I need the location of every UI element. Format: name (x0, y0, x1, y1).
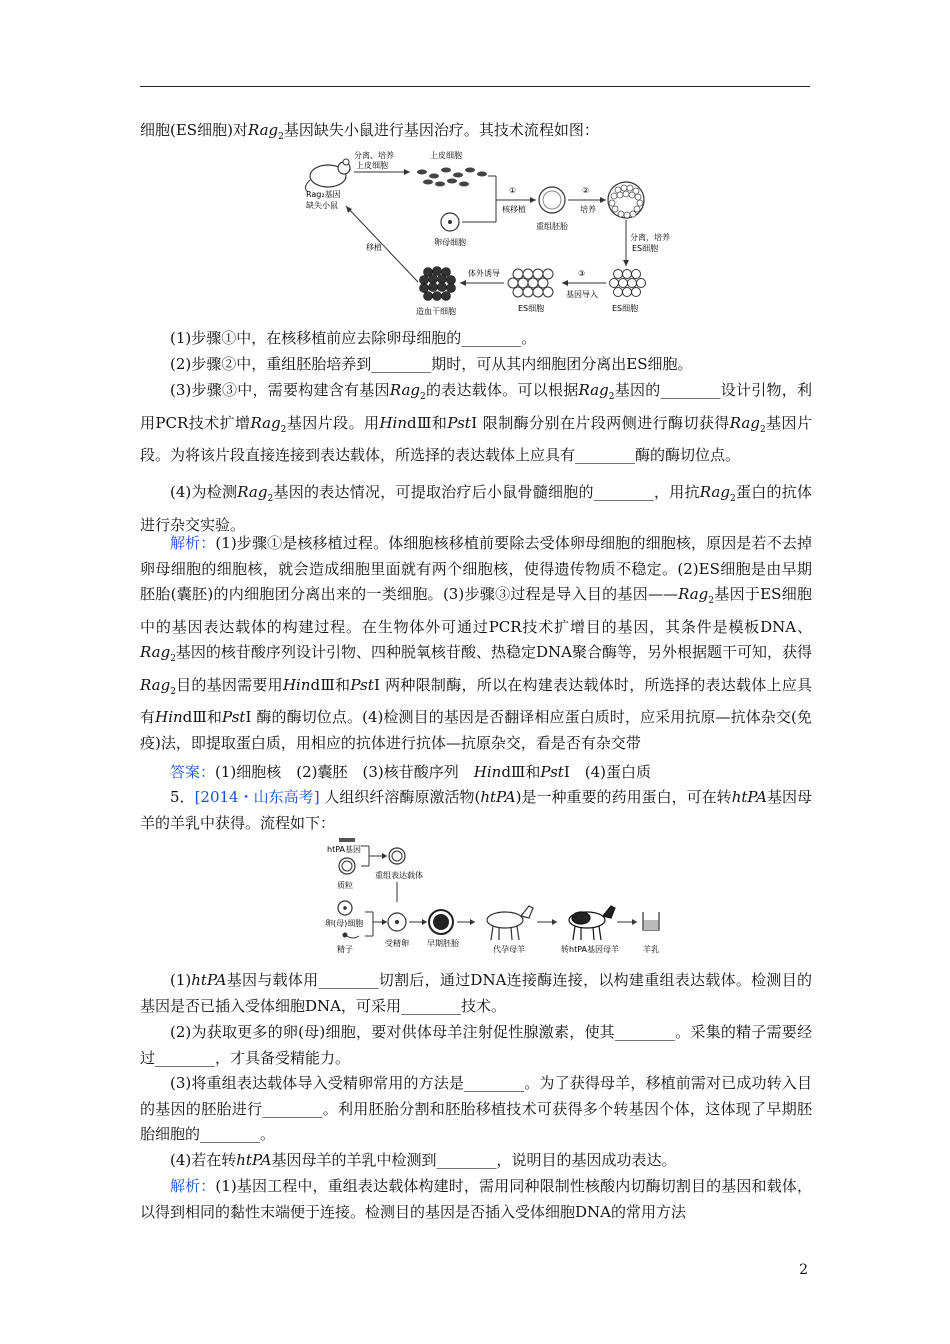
question-5: 5．[2014・山东高考] 人组织纤溶酶原激活物(htPA)是一种重要的药用蛋白，可在转htPA基因母羊的羊乳中获得。流程如下： (140, 788, 812, 832)
page-number: 2 (799, 1262, 808, 1278)
hsc-label: 造血干细胞 (416, 307, 456, 316)
early-embryo-icon (429, 910, 453, 934)
answer-1: 答案：(1)细胞核 (2)囊胚 (3)核苷酸序列 HindⅢ和PstⅠ (4)蛋白质 (170, 763, 651, 781)
question-1: (1)步骤①中，在核移植前应去除卵母细胞的________。 (170, 329, 537, 347)
recombinant-vector-icon (389, 848, 405, 864)
es-label-right: ES细胞 (612, 304, 639, 313)
sep2-label-1: 分离，培养 (630, 233, 670, 242)
answer-label: 答案： (170, 763, 216, 781)
step2-num: ② (582, 186, 590, 195)
analysis-2-label: 解析： (170, 1177, 216, 1195)
gene-fragment-icon (339, 838, 355, 842)
sep-label-2: 上皮细胞 (356, 161, 388, 170)
question-5-source: [2014・山东高考] (194, 788, 320, 806)
es-label-mid: ES细胞 (518, 304, 545, 313)
reconstructed-embryo-icon (539, 187, 565, 213)
question-4: (4)为检测Rag$_2$基因的表达情况，可提取治疗后小鼠骨髓细胞的________，用抗Rag$_2$蛋白的抗体进行杂交实验。 (140, 483, 812, 534)
mouse-label-2: 缺失小鼠 (306, 201, 338, 210)
plasmid-label: 质粒 (337, 881, 353, 890)
epi-label: 上皮细胞 (430, 151, 462, 160)
question-5-2: (2)为获取更多的卵(母)细胞，要对供体母羊注射促性腺激素，使其________。采集的精子需要经过________，才具备受精能力。 (140, 1023, 812, 1067)
step3-num: ③ (578, 269, 586, 278)
question-5-1: (1)htPA基因与载体用________切割后，通过DNA连接酶连接，以构建重组表达载体。检测目的基因是否已插入受体细胞DNA，可采用________技术。 (140, 971, 812, 1015)
egg-label: 卵母细胞 (434, 238, 466, 247)
step2-label: 培养 (580, 205, 596, 214)
sep2-label-2: ES细胞 (632, 244, 659, 253)
mouse-icon (305, 159, 350, 192)
figure-1-flowchart (300, 148, 700, 320)
sperm-icon (343, 933, 360, 939)
induce-label: 体外诱导 (468, 269, 500, 278)
question-3: (3)步骤③中，需要构建含有基因Rag$_2$的表达载体。可以根据Rag$_2$基因的________设计引物，利用PCR技术扩增Rag$_2$基因片段。用HindⅢ和PstⅠ 限制酶分别在片段两侧进行酶切获得Rag$_2$基因片段。为将该片段直接连接到表达载体，所选择的表达载体上应具有________酶的酶切位点。 (140, 381, 812, 464)
es-cells-right-icon (610, 270, 646, 297)
plasmid-icon (339, 858, 355, 874)
question-5-3: (3)将重组表达载体导入受精卵常用的方法是________。为了获得母羊，移植前需对已成功转入目的基因的胚胎进行________。利用胚胎分割和胚胎移植技术可获得多个转基因个体，这体现了早期胚胎细胞的________。 (140, 1074, 812, 1143)
surrogate-label: 代孕母羊 (493, 945, 525, 954)
sep-label-1: 分离、培养 (354, 151, 394, 160)
transgenic-label: 转htPA基因母羊 (561, 945, 619, 954)
epithelial-cells-icon (417, 168, 487, 187)
egg-cell-icon (441, 213, 459, 231)
analysis-label: 解析： (170, 534, 216, 552)
analysis-1: 解析：(1)步骤①是核移植过程。体细胞核移植前要除去受体卵母细胞的细胞核，原因是若不去掉卵母细胞的细胞核，就会造成细胞里面就有两个细胞核，使得遗传物质不稳定。(2)ES细胞是由早期胚胎(囊胚)的内细胞团分离出来的一类细胞。(3)步骤③过程是导入目的基因——Rag$_2$基因于ES细胞中的基因表达载体的构建过程。在生物体外可通过PCR技术扩增目的基因，其条件是模板DNA、Rag$_2$基因的核苷酸序列设计引物、四种脱氧核苷酸、热稳定DNA聚合酶等，另外根据题干可知，获得Rag$_2$目的基因需要用HindⅢ和PstⅠ 两种限制酶，所以在构建表达载体时，所选择的表达载体上应具有HindⅢ和PstⅠ 酶的酶切位点。(4)检测目的基因是否翻译相应蛋白质时，应采用抗原—抗体杂交(免疫)法，即提取蛋白质，用相应的抗体进行抗体—抗原杂交，看是否有杂交带 (140, 534, 812, 752)
egg-icon (338, 901, 352, 915)
step1-label: 核移植 (502, 205, 526, 214)
intro-line: 细胞(ES细胞)对Rag$_2$基因缺失小鼠进行基因治疗。其技术流程如图： (140, 121, 599, 142)
embryo-label: 重组胚胎 (536, 222, 568, 231)
question-2: (2)步骤②中，重组胚胎培养到________期时，可从其内细胞团分离出ES细胞。 (170, 355, 693, 373)
vector-label: 重组表达载体 (375, 871, 423, 880)
fertilized-label: 受精卵 (385, 939, 409, 948)
gene-label: htPA基因 (327, 845, 361, 854)
fertilized-egg-icon (388, 913, 406, 931)
blastocyst-icon (608, 182, 644, 218)
transplant-label: 移植 (366, 243, 382, 252)
analysis-2: 解析：(1)基因工程中，重组表达载体构建时，需用同种限制性核酸内切酶切割目的基因和载体，以得到相同的黏性末端便于连接。检测目的基因是否插入受体细胞DNA的常用方法 (140, 1177, 812, 1221)
milk-beaker-icon (643, 912, 659, 930)
step3-label: 基因导入 (566, 290, 598, 299)
sperm-label: 精子 (337, 945, 353, 954)
milk-label: 羊乳 (643, 945, 659, 954)
transgenic-goat-icon (569, 906, 615, 940)
figure-2-flowchart (325, 836, 685, 964)
header-rule (140, 86, 810, 87)
mouse-label-1: Rag₂基因 (306, 190, 341, 199)
surrogate-goat-icon (487, 906, 533, 940)
step1-num: ① (509, 186, 517, 195)
egg-mother-label: 卵(母)细胞 (325, 919, 364, 928)
question-5-4: (4)若在转htPA基因母羊的羊乳中检测到________，说明目的基因成功表达。 (170, 1151, 677, 1169)
hematopoietic-stem-cells-icon (420, 267, 456, 301)
es-cells-mid-icon (508, 269, 553, 297)
early-embryo-label: 早期胚胎 (427, 939, 459, 948)
